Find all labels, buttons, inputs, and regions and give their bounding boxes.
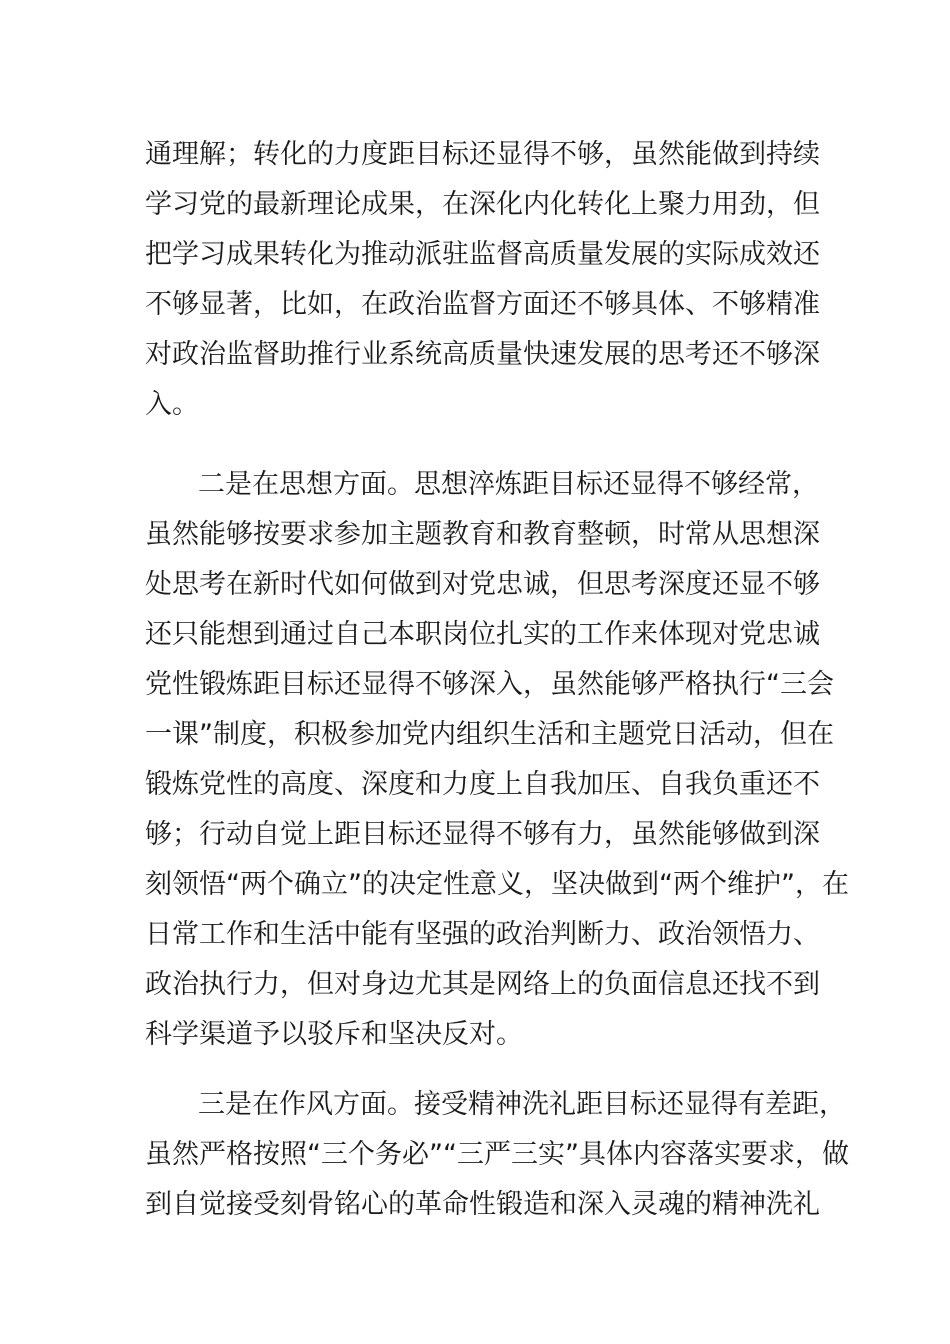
paragraph-line: 到自觉接受刻骨铭心的革命性锻造和深入灵魂的精神洗礼 xyxy=(145,1189,820,1220)
paragraph-line: 日常工作和生活中能有坚强的政治判断力、政治领悟力、 xyxy=(145,919,820,950)
paragraph-2 xyxy=(145,460,849,1060)
paragraph-line: 通理解；转化的力度距目标还显得不够，虽然能做到持续 xyxy=(145,139,820,170)
paragraph-first-line: 二是在思想方面。思想淬炼距目标还显得不够经常， xyxy=(198,469,819,500)
paragraph-line: 虽然严格按照“三个务必”“三严三实”具体内容落实要求，做 xyxy=(145,1139,849,1170)
paragraph-line: 学习党的最新理论成果，在深化内化转化上聚力用劲，但 xyxy=(145,189,820,220)
paragraph-line: 对政治监督助推行业系统高质量快速发展的思考还不够深 xyxy=(145,339,820,370)
paragraph-line: 把学习成果转化为推动派驻监督高质量发展的实际成效还 xyxy=(145,239,820,270)
paragraph-line: 不够显著，比如，在政治监督方面还不够具体、不够精准 xyxy=(145,289,820,320)
paragraph-line: 锻炼党性的高度、深度和力度上自我加压、自我负重还不 xyxy=(145,769,820,800)
paragraph-line: 够；行动自觉上距目标还显得不够有力，虽然能够做到深 xyxy=(145,819,820,850)
paragraph-line: 科学渠道予以驳斥和坚决反对。 xyxy=(145,1019,523,1050)
paragraph-line: 处思考在新时代如何做到对党忠诚，但思考深度还显不够 xyxy=(145,569,820,600)
paragraph-line: 入。 xyxy=(145,389,199,420)
paragraph-line: 虽然能够按要求参加主题教育和教育整顿，时常从思想深 xyxy=(145,519,820,550)
paragraph-line: 刻领悟“两个确立”的决定性意义，坚决做到“两个维护”，在 xyxy=(145,869,849,900)
paragraph-line: 政治执行力，但对身边尤其是网络上的负面信息还找不到 xyxy=(145,969,820,1000)
paragraph-line: 党性锻炼距目标还显得不够深入，虽然能够严格执行“三会 xyxy=(145,669,834,700)
paragraph-first-line: 三是在作风方面。接受精神洗礼距目标还显得有差距， xyxy=(198,1089,846,1120)
paragraph-line: 还只能想到通过自己本职岗位扎实的工作来体现对党忠诚 xyxy=(145,619,820,650)
paragraph-1 xyxy=(145,130,845,430)
paragraph-3 xyxy=(145,1080,849,1230)
paragraph-line: 一课”制度，积极参加党内组织生活和主题党日活动，但在 xyxy=(145,719,834,750)
